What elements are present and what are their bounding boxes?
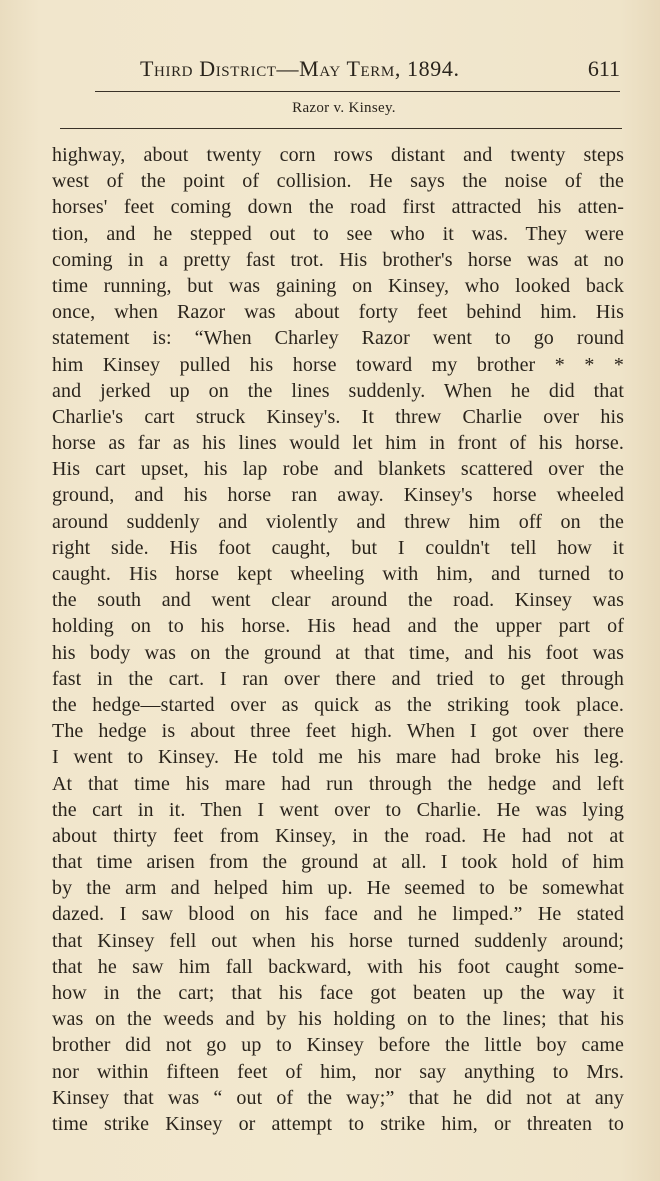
text-line: west of the point of collision. He says the noise of the (52, 170, 624, 193)
text-line: and jerked up on the lines suddenly. When he did that (52, 379, 624, 402)
text-line: once, when Razor was about forty feet behind him. His (52, 301, 624, 324)
running-head (140, 56, 620, 86)
header-rule-top (95, 91, 620, 92)
text-line: The hedge is about three feet high. When I got over there (52, 720, 624, 743)
running-title: Third District—May Term, 1894. (140, 56, 460, 81)
text-line: around suddenly and violently and threw him off on the (52, 510, 624, 533)
text-line: by the arm and helped him up. He seemed to be somewhat (52, 877, 624, 900)
text-line: was on the weeds and by his holding on to the lines; that his (52, 1008, 624, 1031)
text-line: nor within fifteen feet of him, nor say anything to Mrs. (52, 1060, 624, 1083)
text-line: that he saw him fall backward, with his foot caught some- (52, 955, 624, 978)
text-line: that time arisen from the ground at all. I took hold of him (52, 851, 624, 874)
text-line: Kinsey that was “ out of the way;” that he did not at any (52, 1086, 624, 1109)
text-line: that Kinsey fell out when his horse turned suddenly around; (52, 929, 624, 952)
text-line: At that time his mare had run through the hedge and left (52, 772, 624, 795)
text-line: him Kinsey pulled his horse toward my brother * * * (52, 353, 624, 376)
case-title-text: Razor v. Kinsey. (292, 100, 396, 116)
text-line: I went to Kinsey. He told me his mare had broke his leg. (52, 746, 624, 769)
text-line: ground, and his horse ran away. Kinsey's horse wheeled (52, 484, 624, 507)
header-rule-bottom (60, 128, 622, 129)
text-line: Charlie's cart struck Kinsey's. It threw Charlie over his (52, 405, 624, 428)
text-line: tion, and he stepped out to see who it was. They were (52, 222, 624, 245)
text-line: highway, about twenty corn rows distant and twenty steps (52, 144, 624, 166)
text-line: the cart in it. Then I went over to Charlie. He was lying (52, 798, 624, 821)
text-line: about thirty feet from Kinsey, in the road. He had not at (52, 824, 624, 847)
text-line: right side. His foot caught, but I couldn't tell how it (52, 536, 624, 559)
text-line: statement is: “When Charley Razor went to go round (52, 327, 624, 350)
text-line: horse as far as his lines would let him in front of his horse. (52, 432, 624, 455)
text-line: coming in a pretty fast trot. His brother's horse was at no (52, 248, 624, 271)
text-line: his body was on the ground at that time, and his foot was (52, 641, 624, 664)
text-line: fast in the cart. I ran over there and tried to get through (52, 667, 624, 690)
text-line: the south and went clear around the road. Kinsey was (52, 589, 624, 612)
text-line: holding on to his horse. His head and the upper part of (52, 615, 624, 638)
text-line: time strike Kinsey or attempt to strike him, or threaten to (52, 1112, 624, 1135)
case-title (0, 100, 660, 117)
text-line: time running, but was gaining on Kinsey, who looked back (52, 274, 624, 297)
text-line: horses' feet coming down the road first attracted his atten- (52, 196, 624, 219)
text-line: the hedge—started over as quick as the striking took place. (52, 693, 624, 716)
text-line: how in the cart; that his face got beaten up the way it (52, 982, 624, 1004)
text-line: dazed. I saw blood on his face and he limped.” He stated (52, 903, 624, 926)
page-number: 611 (587, 56, 620, 81)
text-line: brother did not go up to Kinsey before the little boy came (52, 1034, 624, 1057)
text-line: caught. His horse kept wheeling with him, and turned to (52, 563, 624, 585)
body-text (52, 142, 624, 1137)
text-line: His cart upset, his lap robe and blankets scattered over the (52, 458, 624, 481)
